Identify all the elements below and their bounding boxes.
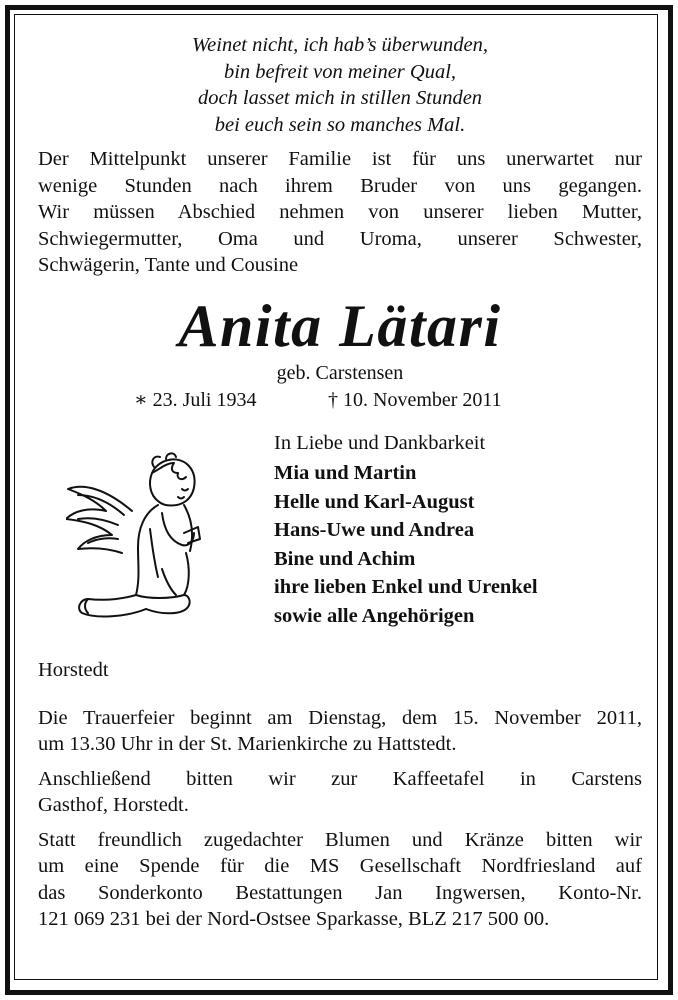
mourner: Hans-Uwe und Andrea: [274, 519, 475, 541]
poem-line: bin befreit von meiner Qual,: [223, 60, 457, 83]
donation-line: Statt freundlich zugedachter Blumen und Kränze bitten wir: [38, 828, 642, 851]
intro-line: wenige Stunden nach ihrem Bruder von uns gegangen.: [38, 174, 642, 197]
mourner: Helle und Karl-August: [274, 490, 475, 513]
deceased-name: Anita Lätari: [178, 292, 502, 359]
birth-date: ∗ 23. Juli 1934: [134, 388, 257, 411]
reception-line: Gasthof, Horstedt.: [38, 794, 189, 816]
maiden-name: geb. Carstensen: [276, 361, 404, 384]
donation-line: 121 069 231 bei der Nord-Ostsee Sparkasse, BLZ 217 500 00.: [38, 908, 550, 930]
funeral-info: [38, 705, 642, 758]
poem-line: doch lasset mich in stillen Stunden: [197, 87, 483, 109]
mourners-lead: In Liebe und Dankbarkeit: [274, 431, 486, 454]
poem-line: bei euch sein so manches Mal.: [214, 113, 466, 136]
praying-angel-icon: [66, 449, 206, 629]
funeral-line: Die Trauerfeier beginnt am Dienstag, dem 15. November 2011,: [38, 706, 642, 729]
mourner: sowie alle Angehörigen: [274, 604, 475, 627]
funeral-line: um 13.30 Uhr in der St. Marienkirche zu Hattstedt.: [38, 733, 457, 755]
donation-line: das Sonderkonto Bestattungen Jan Ingwersen, Konto-Nr.: [38, 881, 642, 904]
mourner: Bine und Achim: [274, 547, 416, 570]
intro-line: Wir müssen Abschied nehmen von unserer lieben Mutter,: [38, 201, 642, 223]
donation-info: [38, 827, 642, 933]
poem: [38, 32, 642, 138]
life-dates: [38, 387, 642, 415]
mourner: ihre lieben Enkel und Urenkel: [274, 576, 538, 598]
place-name: Horstedt: [38, 658, 109, 681]
mourner: Mia und Martin: [274, 462, 417, 484]
intro-text: [38, 146, 642, 279]
intro-line: Schwägerin, Tante und Cousine: [38, 254, 299, 276]
poem-line: Weinet nicht, ich hab’s überwunden,: [191, 34, 489, 56]
reception-info: [38, 766, 642, 819]
obituary-notice: [38, 32, 642, 933]
intro-line: Der Mittelpunkt unserer Familie ist für uns unerwartet nur: [38, 148, 642, 170]
mourners-list: [274, 429, 538, 631]
death-date: † 10. November 2011: [328, 388, 502, 411]
intro-line: Schwiegermutter, Oma und Uroma, unserer Schwester,: [38, 227, 642, 250]
mourners-block: [38, 429, 642, 647]
donation-line: um eine Spende für die MS Gesellschaft Nordfriesland auf: [38, 855, 642, 877]
reception-line: Anschließend bitten wir zur Kaffeetafel in Carstens: [38, 767, 642, 790]
